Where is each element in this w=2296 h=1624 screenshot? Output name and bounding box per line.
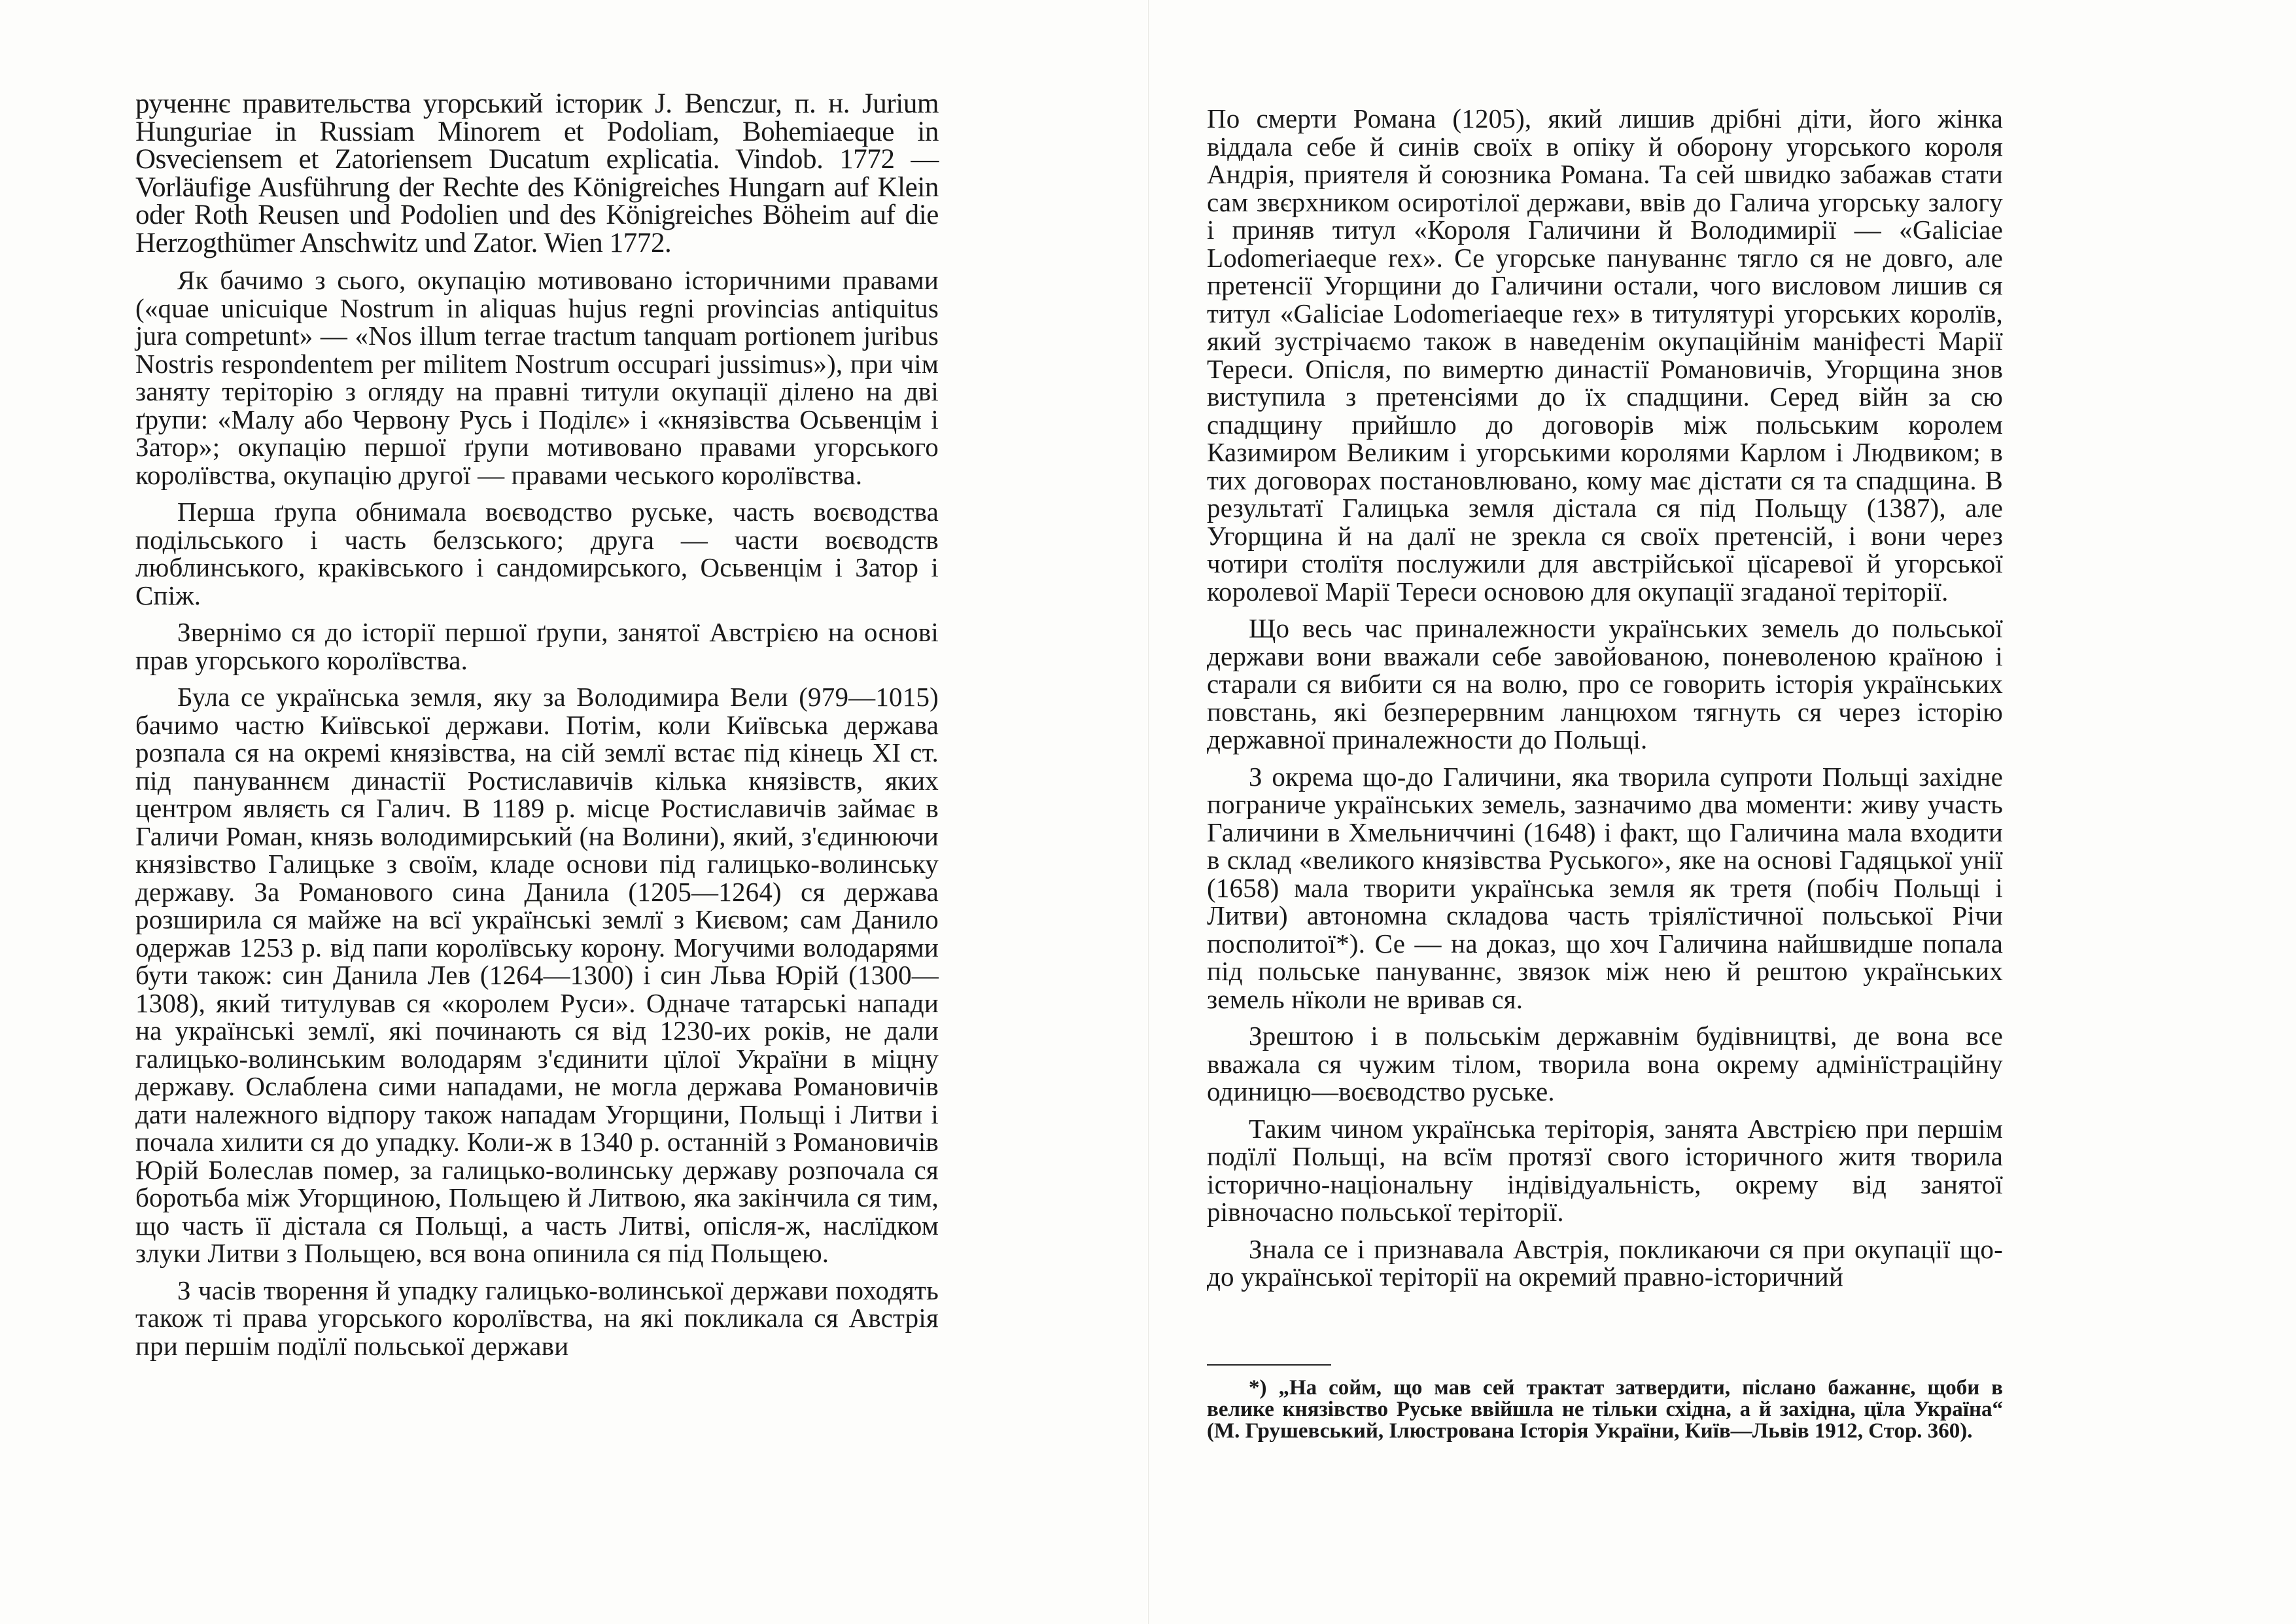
left-paragraph-6: З часів творення й упадку галицько-волинської держави походять також ті права угорського королївства, на які покликала ся Австрія при першім подїлї польської держави: [135, 1275, 939, 1361]
right-page: [1148, 0, 2296, 1624]
left-paragraph-5: Була се українська земля, яку за Володимира Вели (979—1015) бачимо частю Київської держави. Потім, коли Київська держава розпала ся на окремі князівства, на сій землї встає під кінець XI ст. під пануваннєм династії Ростиславичів кілька князівств, яких центром являєть ся Галич. В 1189 р. місце Ростиславичів займає в Галичи Роман, князь володимирський (на Волини), який, з'єдинюючи князівство Галицьке з своїм, кладе основи під галицько-волинську державу. За Романового сина Данила (1205—1264) ся держава розширила ся майже на всї українські землї з Києвом; сам Данило одержав 1253 р. від папи королївську корону. Могучими володарями бути також: син Данила Лев (1264—1300) і син Льва Юрій (1300—1308), який титулував ся «королем Руси». Одначе татарські напади на українські землї, які починають ся від 1230-их років, не дали галицько-волинським володарям з'єдинити цїлої України в міцну державу. Ослаблена сими нападами, не могла держава Романовичів дати належного відпору також нападам Угорщини, Польщі і Литви і почала хилити ся до упадку. Коли-ж в 1340 р. останній з Романовичів Юрій Болеслав помер, за галицько-волинську державу розпочала ся боротьба між Угорщиною, Польщею й Литвою, яка закінчила ся тим, що часть її дістала ся Польщі, а часть Литві, опісля-ж, наслїдком злуки Литви з Польщею, вся вона опинила ся під Польщею.: [135, 682, 939, 1268]
left-page-text-column: [135, 90, 939, 1369]
left-paragraph-3: Перша ґрупа обнимала воєводство руське, часть воєводства подільського і часть белзського; друга — части воєводств люблинського, краківського і сандомирського, Осьвенцім і Затор і Спіж.: [135, 497, 939, 610]
left-paragraph-1: рученнє правительства угорський історик J. Benczur, п. н. Jurium Hunguriae in Russiam Minorem et Podoliam, Bohemiaeque in Osveciensem et Zatoriensem Ducatum explicatia. Vindob. 1772 — Vorläufige Ausführung der Rechte des Königreiches Hungarn auf Klein oder Roth Reusen und Podolien und des Königreiches Böheim auf die Herzogthümer Anschwitz und Zator. Wien 1772.: [135, 88, 939, 258]
right-paragraph-1: По смерти Романа (1205), який лишив дрібні діти, його жінка віддала себе й синів своїх в опіку й оборону угорського короля Андрія, приятеля й союзника Романа. Та сей швидко забажав стати сам звєрхником осиротілої держави, ввів до Галича угорську залогу і приняв титул «Короля Галичини й Володимирії — «Galiciae Lodomeriaeque rex». Се угорське пануваннє тягло ся не довго, але претенсії Угорщини до Галичини остали, чого висловом лишив ся титул «Galiciae Lodomeriaeque rex» в титулятурі угорських королїв, який зустрічаємо також в наведенім окупаційнім маніфесті Марії Тереси. Опісля, по вимертю династії Романовичів, Угорщина знов виступила з претенсіями до їх спадщини. Серед війн за сю спадщину прийшло до договорів між польським королем Казимиром Великим і угорськими королями Карлом і Людвиком; в тих договорах постановлювано, кому має дістати ся та спадщина. В результатї Галицька земля дістала ся під Польщу (1387), але Угорщина й на далї не зрекла ся своїх претенсій, і вони через чотири столїтя послужили для австрійської цїсаревої й угорської королевої Марії Тереси основою для окупації згаданої теріторії.: [1207, 103, 2003, 607]
footnote-divider: [1207, 1364, 1331, 1366]
left-paragraph-4: Звернімо ся до історії першої ґрупи, занятої Австрією на основі прав угорського королївства.: [135, 617, 939, 675]
right-paragraph-6: Знала се і признавала Австрія, покликаючи ся при окупації що-до української теріторії на окремий правно-історичний: [1207, 1233, 2003, 1292]
right-page-text-column: [1207, 105, 2003, 1300]
right-paragraph-4: Зрештою і в польськім державнім будівництві, де вона все вважала ся чужим тілом, творила вона окрему адмінїстраційну одиницю—воєводство руське.: [1207, 1021, 2003, 1106]
right-paragraph-2: Що весь час приналежности українських земель до польської держави вони вважали себе завойованою, поневоленою країною і старали ся вибити ся на волю, про се говорить історія українських повстань, які безперервним ланцюхом тягнуть ся через історію державної приналежности до Польщі.: [1207, 613, 2003, 754]
left-paragraph-2: Як бачимо з сього, окупацію мотивовано історичними правами («quae unicuique Nostrum in aliquas hujus regni provincias antiquitus jura competunt» — «Nos illum terrae tractum tanquam portionem juribus Nostris respondentem per militem Nostrum occupari jussimus»), при чім заняту теріторію з огляду на правні титули окупації ділено на дві ґрупи: «Малу або Червону Русь і Поділє» і «князівства Осьвенцім і Затор»; окупацію першої ґрупи мотивовано правами угорського королївства, окупацію другої — правами чеського королївства.: [135, 265, 939, 490]
right-paragraph-3: З окрема що-до Галичини, яка творила супроти Польщі західне пограниче українських земель, зазначимо два моменти: живу участь Галичини в Хмельниччині (1648) і факт, що Галичина мала входити в склад «великого князівства Руського», яке на основі Гадяцької унії (1658) мала творити українська земля як третя (побіч Польщі і Литви) автономна складова часть тріялїстичної польської Річи посполитої*). Се — на доказ, що хоч Галичина найшвидше попала під польське пануваннє, звязок між нею й рештою українських земель нїколи не вривав ся.: [1207, 761, 2003, 1014]
right-paragraph-5: Таким чином українська теріторія, занята Австрією при першім подїлї Польщі, на всїм протязї свого історичного житя творила історично-національну індівідуальність, окрему від занятої рівночасно польської теріторії.: [1207, 1113, 2003, 1227]
footnote: *) „На сойм, що мав сей трактат затвердити, післано бажаннє, щоби в велике князівство Руське ввійшла не тільки східна, а й західна, цїла Україна“ (М. Грушевський, Ілюстрована Історія України, Київ—Львів 1912, Стор. 360).: [1207, 1376, 2003, 1443]
